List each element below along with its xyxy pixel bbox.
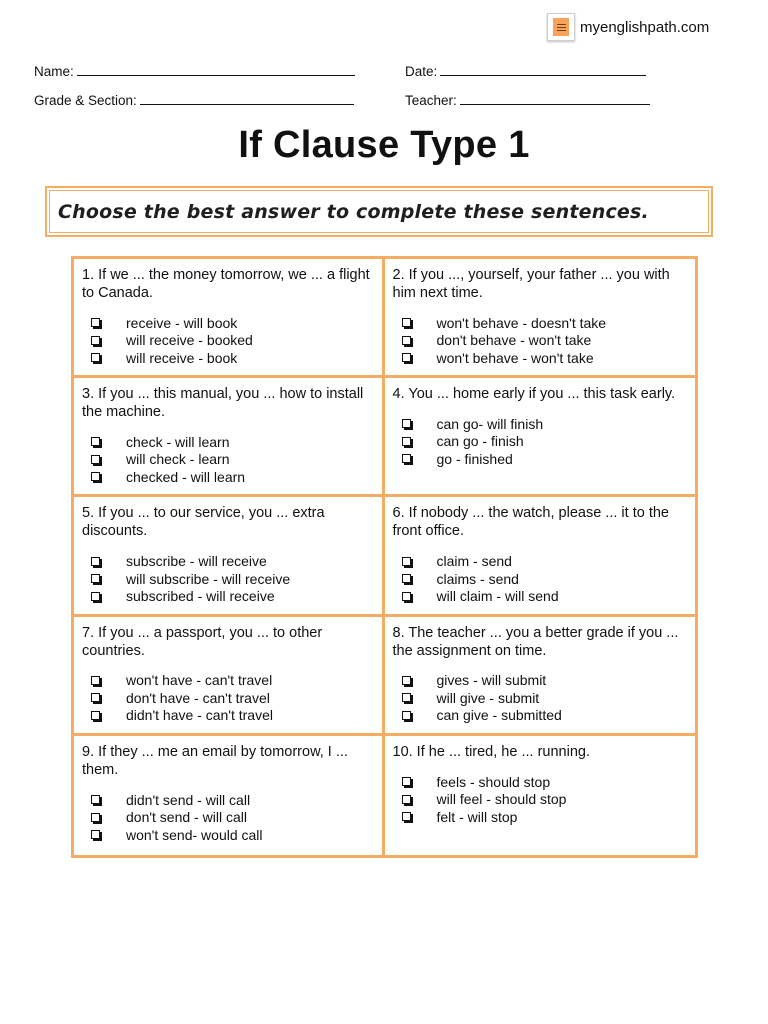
option-label: don't have - can't travel [126, 689, 270, 706]
option-label: will subscribe - will receive [126, 570, 291, 587]
option-list [82, 791, 374, 844]
checkbox-icon[interactable] [402, 592, 411, 601]
question-text: 2. If you ..., yourself, your father ... you with him next time. [392, 267, 670, 301]
checkbox-icon[interactable] [402, 437, 411, 446]
question-text: 1. If we ... the money tomorrow, we ... a flight to Canada. [82, 267, 370, 301]
answer-option[interactable] [393, 707, 688, 725]
checkbox-icon[interactable] [402, 318, 411, 327]
answer-option[interactable] [393, 689, 688, 707]
question-text: 9. If they ... me an email by tomorrow, I ... them. [82, 743, 348, 778]
option-list [393, 552, 688, 605]
checkbox-icon[interactable] [402, 574, 411, 583]
option-label: check - will learn [126, 433, 230, 450]
option-list [82, 672, 374, 725]
option-label: will check - learn [126, 451, 230, 468]
answer-option[interactable] [82, 826, 374, 844]
answer-option[interactable] [82, 791, 374, 809]
checkbox-icon[interactable] [402, 812, 411, 821]
question-card [74, 497, 385, 616]
option-label: receive - will book [126, 314, 238, 331]
option-label: can give - submitted [436, 707, 562, 724]
date-field [405, 63, 646, 79]
teacher-label: Teacher: [405, 93, 457, 108]
option-label: won't behave - doesn't take [436, 314, 607, 331]
answer-option[interactable] [393, 672, 688, 690]
checkbox-icon[interactable] [91, 676, 100, 685]
question-card [385, 736, 696, 855]
option-label: will give - submit [436, 689, 540, 706]
option-label: feels - should stop [436, 773, 551, 790]
checkbox-icon[interactable] [402, 454, 411, 463]
checkbox-icon[interactable] [91, 472, 100, 481]
instruction-text: Choose the best answer to complete these sentences. [49, 190, 709, 233]
name-line[interactable] [77, 63, 355, 76]
option-label: won't behave - won't take [436, 349, 594, 366]
grade-section-field [34, 92, 354, 108]
question-card [385, 259, 696, 378]
option-list [82, 552, 374, 605]
option-label: checked - will learn [126, 468, 246, 485]
option-label: will receive - book [126, 349, 238, 366]
option-label: will receive - booked [126, 332, 253, 349]
option-label: claim - send [436, 553, 512, 570]
option-list [393, 415, 688, 468]
question-card [74, 259, 385, 378]
answer-option[interactable] [82, 552, 374, 570]
page-title: If Clause Type 1 [238, 124, 530, 166]
option-list [82, 314, 374, 367]
checkbox-icon[interactable] [91, 353, 100, 362]
checkbox-icon[interactable] [402, 419, 411, 428]
checkbox-icon[interactable] [91, 693, 100, 702]
name-label: Name: [34, 64, 74, 79]
option-label: can go - finish [436, 433, 524, 450]
checkbox-icon[interactable] [402, 336, 411, 345]
answer-option[interactable] [82, 332, 374, 350]
answer-option[interactable] [393, 773, 688, 791]
answer-option[interactable] [82, 707, 374, 725]
checkbox-icon[interactable] [402, 795, 411, 804]
checkbox-icon[interactable] [402, 557, 411, 566]
answer-option[interactable] [393, 570, 688, 588]
option-label: don't behave - won't take [436, 332, 592, 349]
date-line[interactable] [440, 63, 646, 76]
answer-option[interactable] [393, 808, 688, 826]
answer-option[interactable] [393, 349, 688, 367]
question-card [74, 617, 385, 736]
checkbox-icon[interactable] [91, 437, 100, 446]
answer-option[interactable] [393, 587, 688, 605]
question-text: 6. If nobody ... the watch, please ... it to the front office. [392, 505, 669, 540]
teacher-line[interactable] [460, 92, 650, 105]
answer-option[interactable] [393, 450, 688, 468]
checkbox-icon[interactable] [402, 676, 411, 685]
date-label: Date: [405, 64, 438, 79]
checkbox-icon[interactable] [91, 318, 100, 327]
answer-option[interactable] [82, 451, 374, 469]
question-text: 8. The teacher ... you a better grade if you ... the assignment on time. [392, 624, 679, 659]
name-field [34, 63, 355, 79]
option-list [393, 773, 688, 826]
checkbox-icon[interactable] [91, 557, 100, 566]
option-label: felt - will stop [436, 808, 518, 825]
option-list [393, 672, 688, 725]
answer-option[interactable] [393, 314, 688, 332]
option-label: go - finished [436, 450, 513, 467]
answer-option[interactable] [82, 570, 374, 588]
answer-option[interactable] [82, 433, 374, 451]
checkbox-icon[interactable] [402, 777, 411, 786]
question-card [385, 497, 696, 616]
option-label: will claim - will send [436, 588, 559, 605]
answer-option[interactable] [82, 689, 374, 707]
checkbox-icon[interactable] [91, 830, 100, 839]
brand [547, 12, 709, 42]
question-text: 7. If you ... a passport, you ... to other countries. [82, 624, 323, 659]
option-label: don't send - will call [126, 809, 247, 826]
option-list [82, 433, 374, 486]
answer-option[interactable] [82, 349, 374, 367]
book-logo-icon [547, 13, 575, 41]
question-card [74, 378, 385, 497]
option-label: subscribe - will receive [126, 553, 267, 570]
grade-section-line[interactable] [140, 92, 354, 105]
grade-section-label: Grade & Section: [34, 93, 137, 108]
checkbox-icon[interactable] [402, 353, 411, 362]
checkbox-icon[interactable] [91, 813, 100, 822]
question-card [385, 617, 696, 736]
option-label: didn't have - can't travel [126, 707, 273, 724]
brand-name: myenglishpath.com [580, 18, 710, 36]
checkbox-icon[interactable] [91, 455, 100, 464]
question-card [385, 378, 696, 497]
option-label: won't send- would call [126, 826, 263, 843]
option-label: gives - will submit [436, 672, 547, 689]
answer-option[interactable] [393, 790, 688, 808]
answer-option[interactable] [393, 415, 688, 433]
answer-option[interactable] [82, 314, 374, 332]
option-label: can go- will finish [436, 415, 544, 432]
option-label: will feel - should stop [436, 791, 567, 808]
question-card [74, 736, 385, 855]
option-label: won't have - can't travel [126, 672, 273, 689]
question-text: 3. If you ... this manual, you ... how to install the machine. [82, 386, 364, 421]
checkbox-icon[interactable] [91, 592, 100, 601]
instruction-box [45, 186, 713, 237]
answer-option[interactable] [82, 808, 374, 826]
checkbox-icon[interactable] [402, 711, 411, 720]
answer-option[interactable] [82, 468, 374, 486]
checkbox-icon[interactable] [91, 711, 100, 720]
question-grid [71, 256, 698, 858]
option-label: subscribed - will receive [126, 588, 275, 605]
checkbox-icon[interactable] [91, 795, 100, 804]
answer-option[interactable] [393, 552, 688, 570]
answer-option[interactable] [82, 672, 374, 690]
answer-option[interactable] [82, 587, 374, 605]
question-text: 10. If he ... tired, he ... running. [392, 743, 590, 760]
checkbox-icon[interactable] [402, 693, 411, 702]
question-text: 4. You ... home early if you ... this task early. [392, 386, 676, 403]
answer-option[interactable] [393, 332, 688, 350]
answer-option[interactable] [393, 433, 688, 451]
checkbox-icon[interactable] [91, 336, 100, 345]
question-text: 5. If you ... to our service, you ... extra discounts. [82, 505, 325, 540]
option-label: didn't send - will call [126, 791, 251, 808]
option-label: claims - send [436, 570, 519, 587]
teacher-field [405, 92, 650, 108]
option-list [393, 314, 688, 367]
checkbox-icon[interactable] [91, 574, 100, 583]
